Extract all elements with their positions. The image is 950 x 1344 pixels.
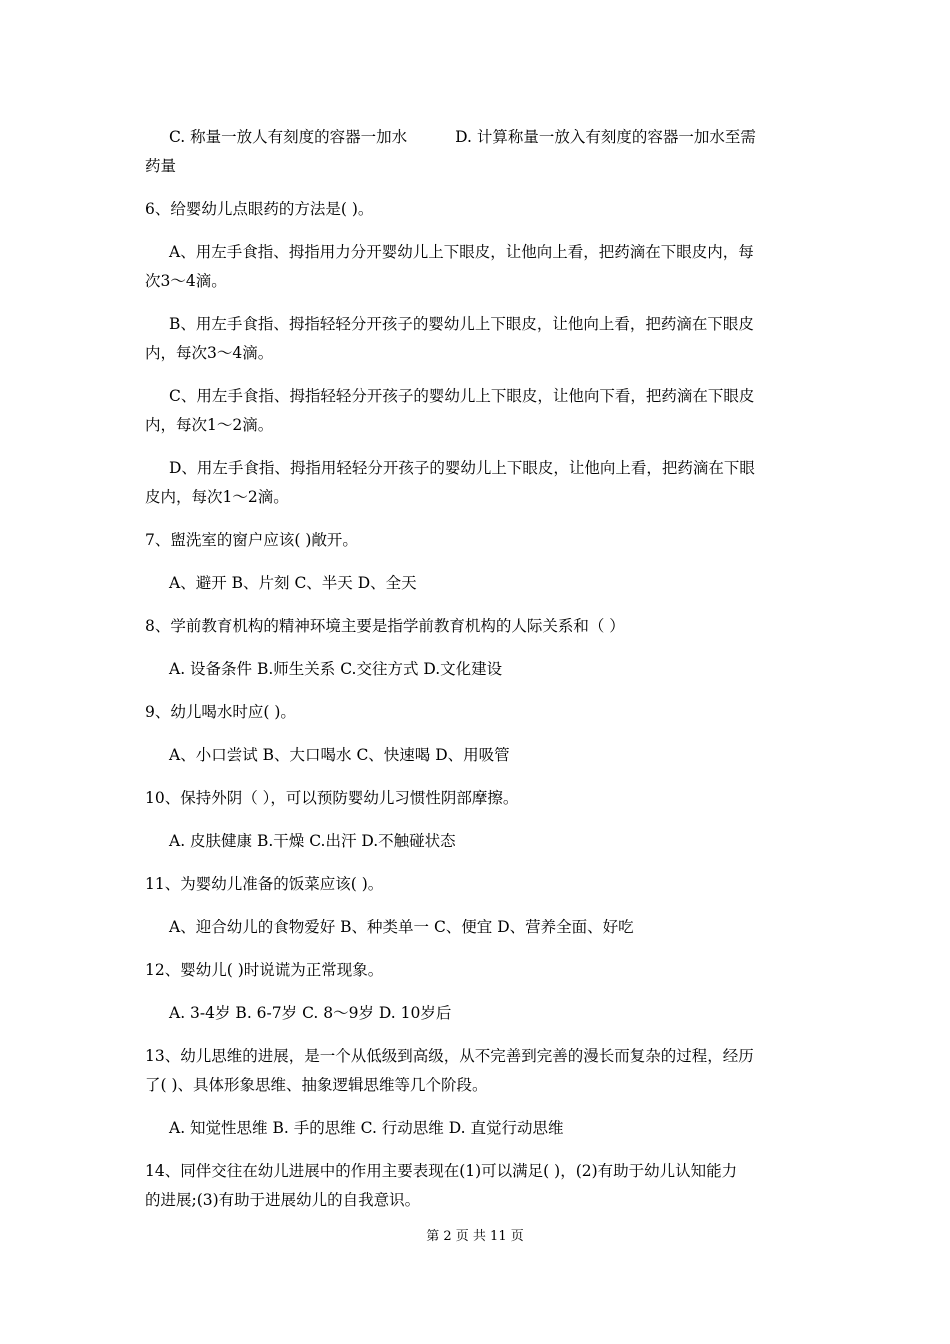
answer-options <box>145 827 807 856</box>
text-line: 药量 <box>145 157 177 175</box>
answer-options <box>145 655 807 684</box>
question-text <box>145 956 807 985</box>
text-line: A、避开 B、片刻 C、半天 D、全天 <box>169 574 417 592</box>
text-line: B、用左手食指、拇指轻轻分开孩子的婴幼儿上下眼皮，让他向上看，把药滴在下眼皮 <box>169 315 754 333</box>
text-line: 皮内，每次1～2滴。 <box>145 488 289 506</box>
answer-options <box>145 123 807 181</box>
answer-options <box>145 569 807 598</box>
answer-options <box>145 999 807 1028</box>
text-line: 13、幼儿思维的进展，是一个从低级到高级，从不完善到完善的漫长而复杂的过程，经历 <box>145 1047 754 1065</box>
question-text <box>145 612 807 641</box>
text-line: D、用左手食指、拇指用轻轻分开孩子的婴幼儿上下眼皮，让他向上看，把药滴在下眼 <box>169 459 755 477</box>
answer-options <box>145 741 807 770</box>
answer-options <box>145 454 807 512</box>
answer-options <box>145 238 807 296</box>
text-line <box>145 123 807 152</box>
text-line: A. 知觉性思维 B. 手的思维 C. 行动思维 D. 直觉行动思维 <box>169 1119 564 1137</box>
question-text <box>145 1157 807 1215</box>
text-line: 6、给婴幼儿点眼药的方法是( )。 <box>145 200 374 218</box>
text-line: A. 设备条件 B.师生关系 C.交往方式 D.文化建设 <box>169 660 503 678</box>
text-line: 11、为婴幼儿准备的饭菜应该( )。 <box>145 875 384 893</box>
question-text <box>145 526 807 555</box>
text-line: 的进展;(3)有助于进展幼儿的自我意识。 <box>145 1191 421 1209</box>
text-line: A. 皮肤健康 B.干燥 C.出汗 D.不触碰状态 <box>169 832 456 850</box>
text-line: 7、盥洗室的窗户应该( )敞开。 <box>145 531 358 549</box>
answer-options <box>145 382 807 440</box>
answer-options <box>145 310 807 368</box>
text-line: C、用左手食指、拇指轻轻分开孩子的婴幼儿上下眼皮，让他向下看，把药滴在下眼皮 <box>169 387 755 405</box>
question-text <box>145 698 807 727</box>
text-line: 了( )、具体形象思维、抽象逻辑思维等几个阶段。 <box>145 1076 488 1094</box>
text-line: 14、同伴交往在幼儿进展中的作用主要表现在(1)可以满足( )，(2)有助于幼儿认知能力 <box>145 1162 738 1180</box>
text-line: 10、保持外阴（ ），可以预防婴幼儿习惯性阴部摩擦。 <box>145 789 519 807</box>
text-line: 9、幼儿喝水时应( )。 <box>145 703 296 721</box>
page-footer: 第 2 页 共 11 页 <box>426 1229 524 1244</box>
question-text <box>145 870 807 899</box>
text-line: 8、学前教育机构的精神环境主要是指学前教育机构的人际关系和（ ） <box>145 617 625 635</box>
text-line: A、迎合幼儿的食物爱好 B、种类单一 C、便宜 D、营养全面、好吃 <box>169 918 634 936</box>
answer-options <box>145 913 807 942</box>
text-line: 内，每次1～2滴。 <box>145 416 274 434</box>
answer-options <box>145 1114 807 1143</box>
text-line: 内，每次3～4滴。 <box>145 344 274 362</box>
option-c-text: C. 称量一放人有刻度的容器一加水 <box>169 128 408 146</box>
text-line: 次3～4滴。 <box>145 272 227 290</box>
option-d-text: D. 计算称量一放入有刻度的容器一加水至需 <box>455 128 756 146</box>
text-line: A、小口尝试 B、大口喝水 C、快速喝 D、用吸管 <box>169 746 510 764</box>
question-text <box>145 784 807 813</box>
document-body <box>145 123 807 1229</box>
question-text <box>145 195 807 224</box>
text-line: 12、婴幼儿( )时说谎为正常现象。 <box>145 961 384 979</box>
text-line: A、用左手食指、拇指用力分开婴幼儿上下眼皮，让他向上看，把药滴在下眼皮内，每 <box>169 243 754 261</box>
question-text <box>145 1042 807 1100</box>
text-line: A. 3-4岁 B. 6-7岁 C. 8～9岁 D. 10岁后 <box>169 1004 452 1022</box>
